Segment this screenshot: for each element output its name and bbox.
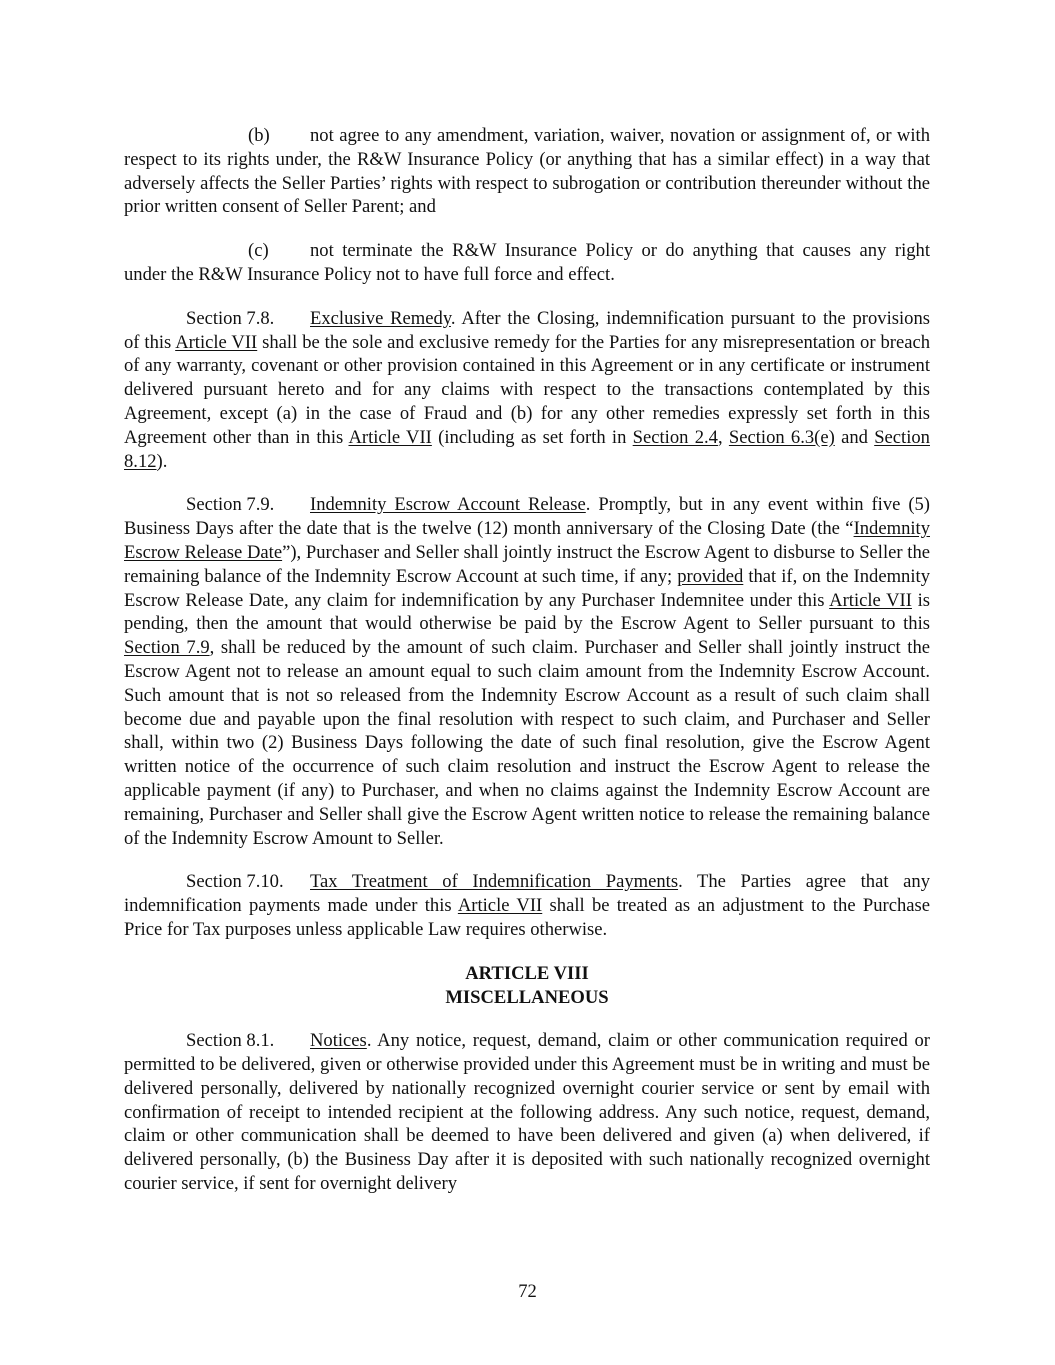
cross-reference: Article VII — [175, 331, 258, 353]
section-7-9-text: that if, on the Indemnity Escrow Release Date, any claim for indemnification by any Purchaser Indemnitee under this — [124, 565, 930, 611]
section-7-9-text: , shall be reduced by the amount of such claim. Purchaser and Seller shall jointly instruct the Escrow Agent not to release an amount equal to such claim amount from the Indemnity Escrow Account. Such amount that is not so released from the Indemnity Escrow Account as a result of such claim shall become due and payable upon the final resolution with respect to such claim, and Purchaser and Seller shall, within two (2) Business Days following the date of such final resolution, give the Escrow Agent written notice of the occurrence of such claim resolution and instruct the Escrow Agent to release the applicable payment (if any) to Purchaser, and when no claims against the Indemnity Escrow Account are remaining, Purchaser and Seller shall give the Escrow Agent written notice to release the remaining balance of the Indemnity Escrow Amount to Seller. — [124, 637, 930, 849]
subsection-b-label: (b) — [248, 125, 270, 146]
cross-reference: Article VII — [829, 589, 912, 611]
section-7-8-text: (including as set forth in — [431, 426, 633, 448]
section-7-8-text: and — [834, 426, 875, 448]
cross-reference: Article VII — [457, 895, 543, 917]
section-7-10-text: . The Parties agree that any indemnification payments made under this — [124, 871, 930, 917]
section-7-8 — [124, 307, 930, 474]
section-7-8-text: shall be the sole and exclusive remedy for the Parties for any misrepresentation or breach of any warranty, covenant or other provision contained in this Agreement or in any certificate or instrument delivered pursuant hereto and for any claims with respect to the transactions contemplated by this Agreement, except (a) in the case of Fraud and (b) for any other remedies expressly set forth in this Agreement other than in this — [124, 331, 931, 448]
section-7-8-text: . After the Closing, indemnification pursuant to the provisions of this — [124, 307, 930, 353]
proviso-term: provided — [677, 565, 744, 587]
cross-reference: Section 6.3(e) — [728, 426, 835, 448]
section-7-8-text: ). — [156, 450, 168, 472]
section-7-9-text: . Promptly, but in any event within five (5) Business Days after the date that is the twelve (12) month anniversary of the Closing Date (the “ — [124, 494, 931, 540]
section-8-1-text: . Any notice, request, demand, claim or other communication required or permitted to be delivered, given or otherwise provided under this Agreement must be in writing and must be delivered personally, delivered by nationally recognized overnight courier service or sent by email with confirmation of receipt to intended recipient at the following address. Any such notice, request, demand, claim or other communication shall be deemed to have been delivered and given (a) when delivered, if delivered personally, (b) the Business Day after it is deposited with such nationally recognized overnight courier service, if sent for overnight delivery — [124, 1030, 930, 1195]
article-number: ARTICLE VIII — [465, 962, 589, 984]
section-7-8-number: Section 7.8. — [186, 307, 275, 329]
section-7-10 — [124, 870, 930, 941]
section-7-10-heading: Tax Treatment of Indemnification Payments — [310, 871, 679, 893]
subsection-c-label: (c) — [248, 240, 269, 262]
section-7-9 — [124, 493, 930, 850]
subsection-c — [124, 239, 930, 287]
section-7-8-text: , — [717, 426, 729, 448]
subsection-b — [124, 124, 930, 219]
article-title: MISCELLANEOUS — [445, 986, 609, 1008]
section-7-10-text: shall be treated as an adjustment to the Purchase Price for Tax purposes unless applicable Law requires otherwise. — [124, 895, 931, 940]
page-number: 72 — [518, 1281, 537, 1302]
cross-reference: Section 8.12 — [124, 426, 930, 472]
cross-reference: Section 7.9 — [124, 637, 210, 659]
subsection-b-text: not agree to any amendment, variation, waiver, novation or assignment of, or with respect to its rights under, the R&W Insurance Policy (or anything that has a similar effect) in a way that adversely affects the Seller Parties’ rights with respect to subrogation or contribution thereunder without the prior written consent of Seller Parent; and — [124, 125, 930, 218]
section-8-1 — [124, 1029, 930, 1196]
section-7-9-text: ”), Purchaser and Seller shall jointly instruct the Escrow Agent to disburse to Seller the remaining balance of the Indemnity Escrow Account at such time, if any; — [124, 541, 930, 587]
defined-term: Indemnity Escrow Release Date — [124, 518, 930, 563]
cross-reference: Section 2.4 — [632, 426, 718, 448]
subsection-c-text: not terminate the R&W Insurance Policy or do anything that causes any right under the R&W Insurance Policy not to have full force and effect. — [124, 240, 930, 285]
section-7-10-number: Section 7.10. — [186, 871, 284, 893]
section-8-1-heading: Notices — [310, 1030, 367, 1052]
section-8-1-number: Section 8.1. — [186, 1030, 275, 1052]
section-7-8-heading: Exclusive Remedy — [310, 307, 451, 329]
section-7-9-heading: Indemnity Escrow Account Release — [310, 494, 586, 516]
section-7-9-text: is pending, then the amount that would otherwise be paid by the Escrow Agent to Seller pursuant to this — [124, 589, 931, 635]
document-page — [124, 124, 930, 1196]
section-7-9-number: Section 7.9. — [186, 494, 275, 516]
cross-reference: Article VII — [348, 426, 432, 448]
article-heading — [124, 962, 930, 1010]
